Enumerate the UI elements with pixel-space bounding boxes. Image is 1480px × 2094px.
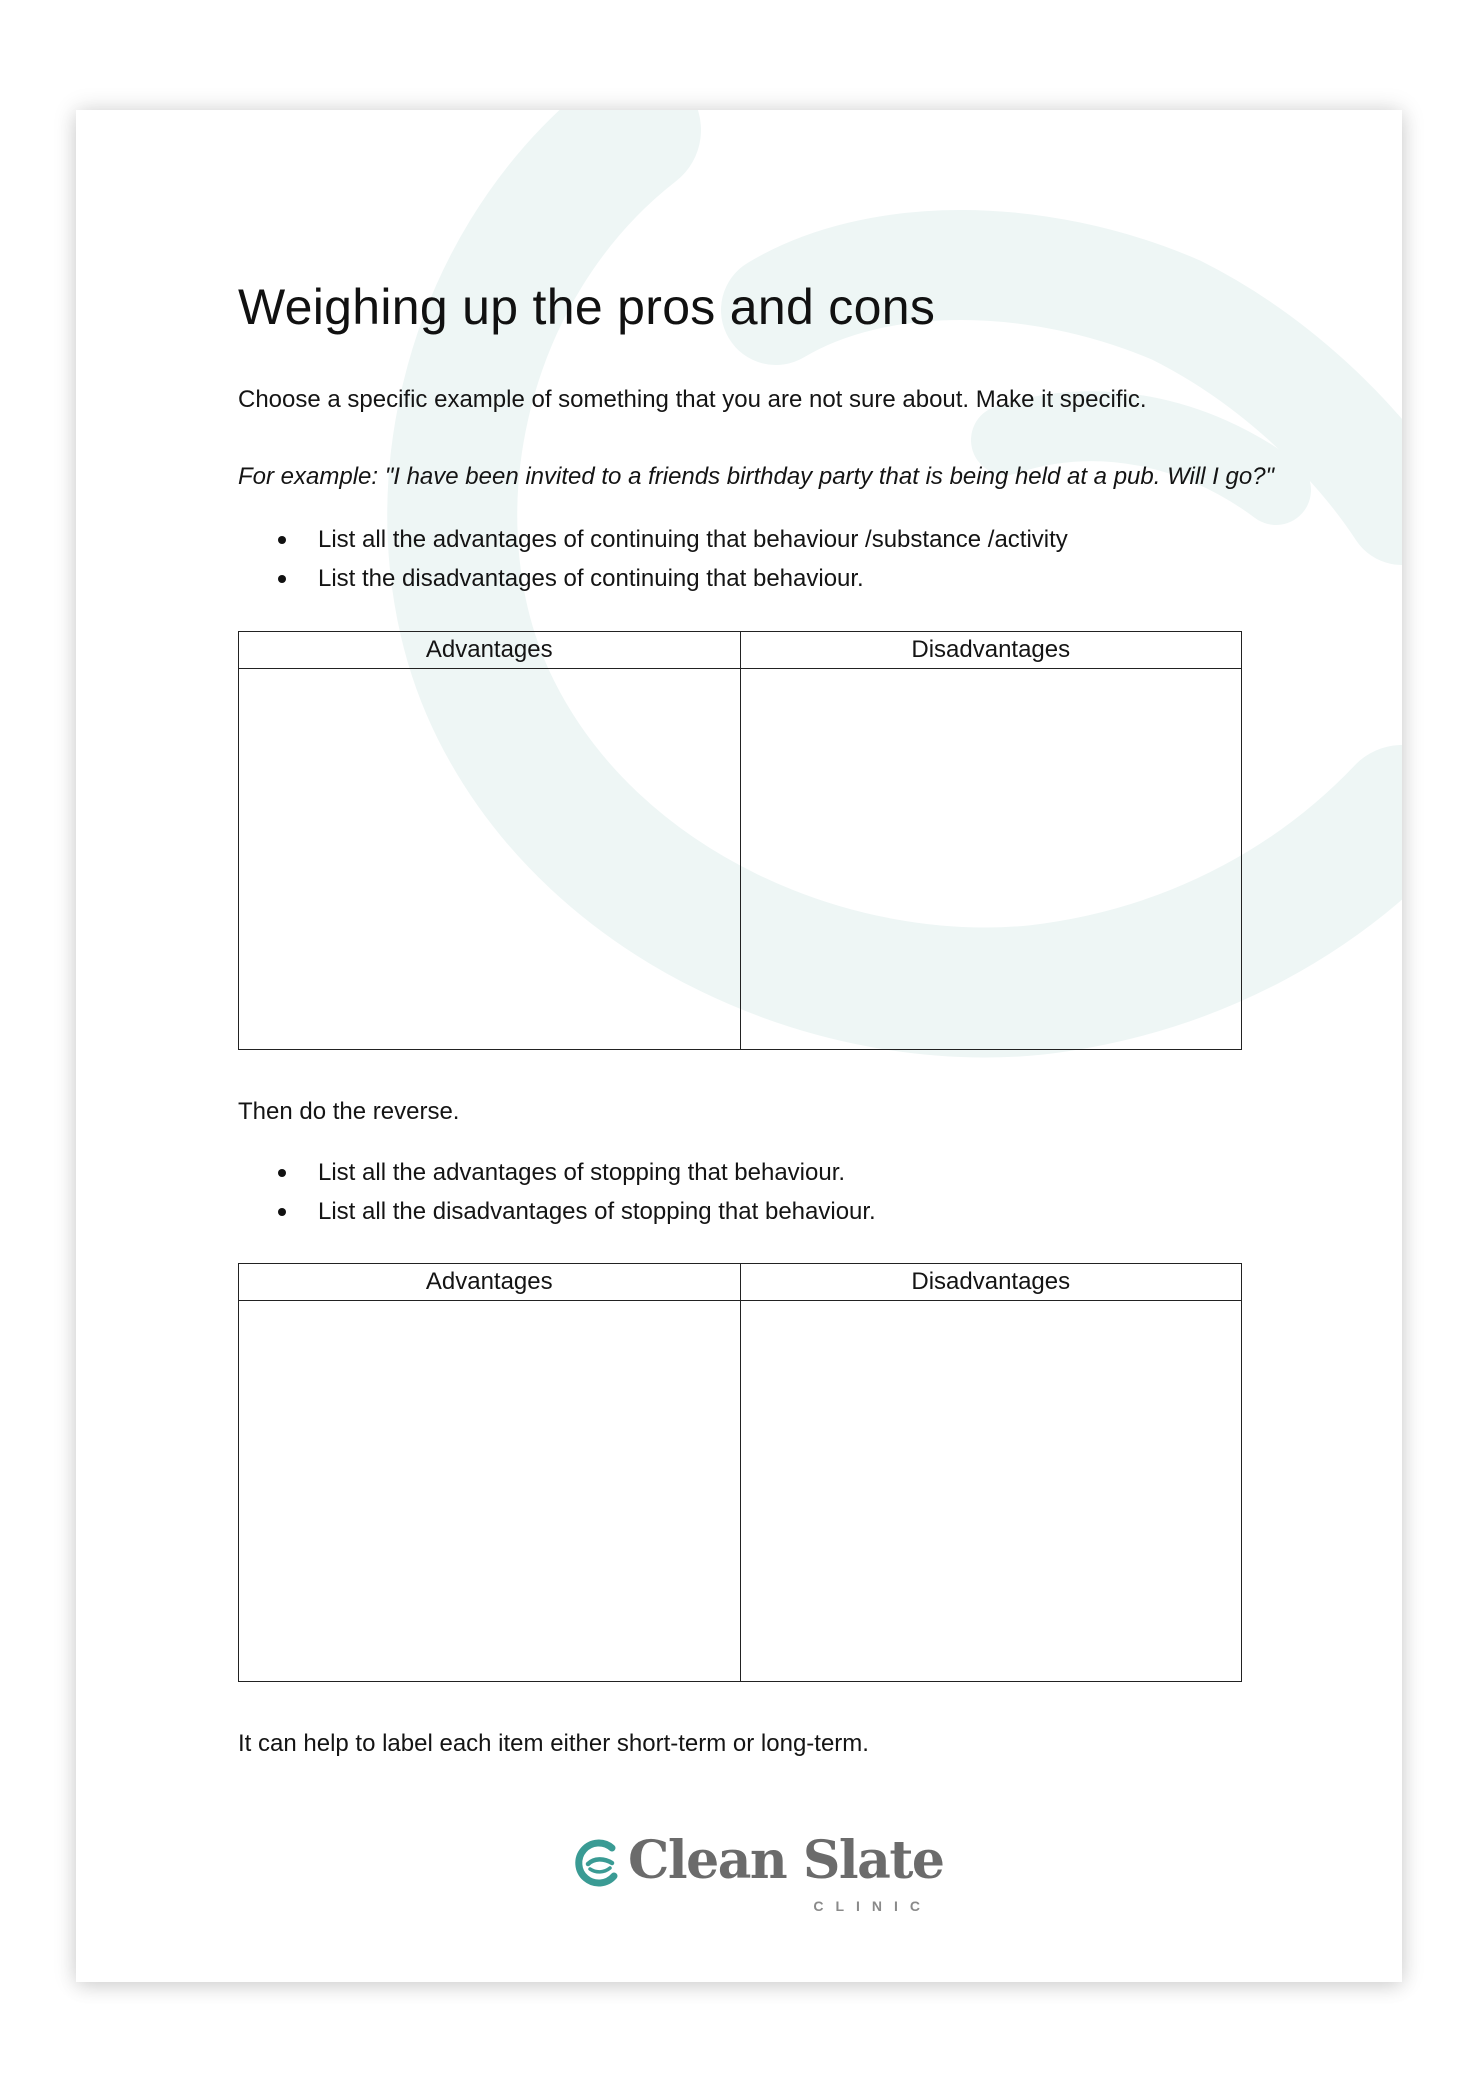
disadvantages-cell[interactable] xyxy=(740,669,1242,1050)
bullet-icon xyxy=(278,1208,286,1216)
logo-subtitle: CLINIC xyxy=(813,1898,932,1914)
list-item xyxy=(238,1153,876,1192)
advantages-cell[interactable] xyxy=(239,1301,741,1682)
advantages-header: Advantages xyxy=(239,1264,741,1301)
list-item xyxy=(238,1192,876,1231)
list-item-text: List the disadvantages of continuing that behaviour. xyxy=(318,565,864,592)
list-item-text: List all the advantages of continuing that behaviour /substance /activity xyxy=(318,526,1068,553)
note-text: It can help to label each item either short-term or long-term. xyxy=(238,1730,869,1757)
disadvantages-header: Disadvantages xyxy=(740,1264,1242,1301)
list-item-text: List all the advantages of stopping that behaviour. xyxy=(318,1159,846,1186)
intro-text: Choose a specific example of something that you are not sure about. Make it specific. xyxy=(238,386,1147,413)
bullet-icon xyxy=(278,1169,286,1177)
page-title: Weighing up the pros and cons xyxy=(238,279,936,335)
document-page xyxy=(76,110,1402,1982)
clean-slate-logo xyxy=(572,1830,944,1920)
disadvantages-cell[interactable] xyxy=(740,1301,1242,1682)
stopping-pros-cons-table xyxy=(238,1263,1242,1682)
disadvantages-header: Disadvantages xyxy=(740,632,1242,669)
clean-slate-logo-icon xyxy=(572,1838,624,1890)
list-item xyxy=(238,559,1068,598)
bullet-list-stop xyxy=(238,1153,876,1231)
bullet-icon xyxy=(278,536,286,544)
list-item xyxy=(238,520,1068,559)
example-text: For example: "I have been invited to a friends birthday party that is being held at a pub. Will I go?" xyxy=(238,463,1275,490)
advantages-cell[interactable] xyxy=(239,669,741,1050)
bullet-icon xyxy=(278,575,286,583)
continuing-pros-cons-table xyxy=(238,631,1242,1050)
advantages-header: Advantages xyxy=(239,632,741,669)
reverse-text: Then do the reverse. xyxy=(238,1098,460,1125)
list-item-text: List all the disadvantages of stopping that behaviour. xyxy=(318,1198,876,1225)
logo-wordmark: Clean Slate xyxy=(628,1830,944,1891)
bullet-list-continue xyxy=(238,520,1068,598)
